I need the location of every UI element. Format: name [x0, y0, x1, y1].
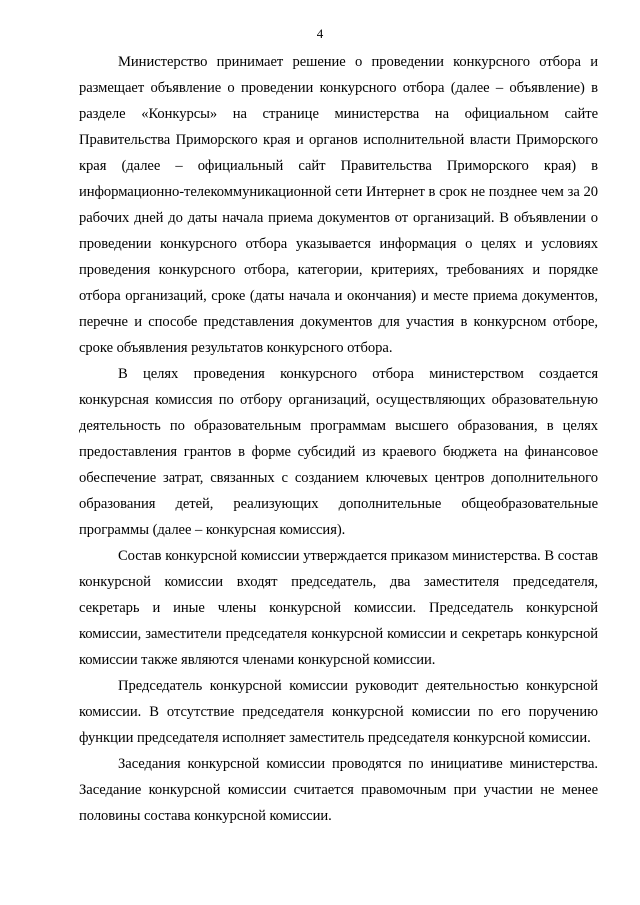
page-number: 4 [316, 26, 324, 41]
paragraph-meetings: Заседания конкурсной комиссии проводятся по инициативе министерства. Заседание конкурсной комиссии считается правомочным при участии не менее половины состава конкурсной комиссии. [79, 756, 598, 824]
paragraph-commission-composition: Состав конкурсной комиссии утверждается приказом министерства. В состав конкурсной комиссии входят председатель, два заместителя председателя, секретарь и иные члены конкурсной комиссии. Председатель конкурсной комиссии, заместители председателя конкурсной комиссии и секретарь конкурсной комиссии также являются членами конкурсной комиссии. [79, 548, 598, 668]
paragraph-chairman-duties: Председатель конкурсной комиссии руководит деятельностью конкурсной комиссии. В отсутствие председателя конкурсной комиссии по его поручению функции председателя исполняет заместитель председателя конкурсной комиссии. [79, 678, 598, 746]
document-body [79, 49, 598, 829]
paragraph-commission-creation: В целях проведения конкурсного отбора министерством создается конкурсная комиссия по отбору организаций, осуществляющих образовательную деятельность по образовательным программам высшего образования, в целях предоставления грантов в форме субсидий из краевого бюджета на финансовое обеспечение затрат, связанных с созданием ключевых центров дополнительного образования детей, реализующих дополнительные общеобразовательные программы (далее – конкурсная комиссия). [79, 366, 598, 538]
paragraph-announcement: Министерство принимает решение о проведении конкурсного отбора и размещает объявление о проведении конкурсного отбора (далее – объявление) в разделе «Конкурсы» на странице министерства на официальном сайте Правительства Приморского края и органов исполнительной власти Приморского края (далее – официальный сайт Правительства Приморского края) в информационно-телекоммуникационной сети Интернет в срок не позднее чем за 20 рабочих дней до даты начала приема документов от организаций. В объявлении о проведении конкурсного отбора указывается информация о целях и условиях проведения конкурсного отбора, категории, критериях, требованиях и порядке отбора организаций, сроке (даты начала и окончания) и месте приема документов, перечне и способе представления документов для участия в конкурсном отборе, сроке объявления результатов конкурсного отбора. [79, 54, 598, 356]
